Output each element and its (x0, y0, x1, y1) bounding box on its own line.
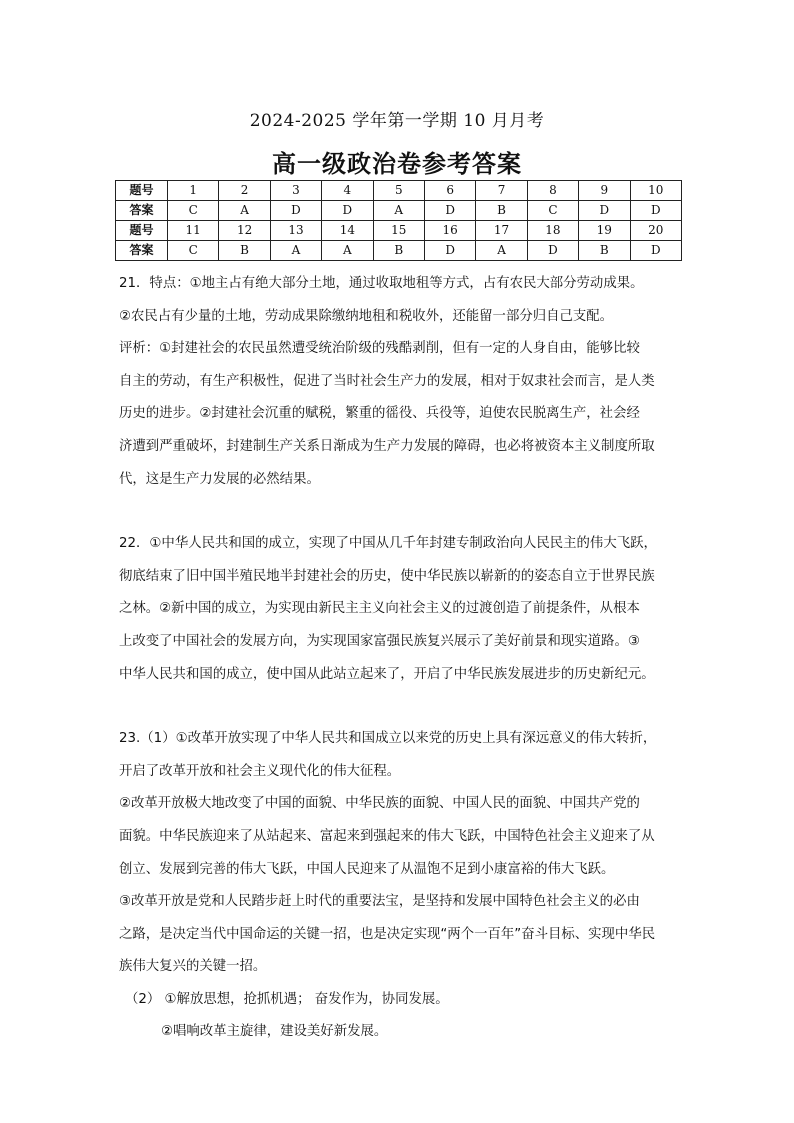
text-line: 创立、发展到完善的伟大飞跃，中国人民迎来了从温饱不足到小康富裕的伟大飞跃。 (119, 861, 615, 877)
table-cell: D (579, 201, 630, 221)
table-cell: 19 (579, 221, 630, 241)
table-cell: 10 (630, 181, 681, 201)
text-line: （2） ①解放思想，抢抓机遇； 奋发作为，协同发展。 (125, 991, 449, 1007)
table-cell: 14 (322, 221, 373, 241)
text-line: 23.（1）①改革开放实现了中华人民共和国成立以来党的历史上具有深远意义的伟大转折， (119, 731, 657, 747)
table-cell: 20 (630, 221, 681, 241)
table-cell: B (373, 241, 424, 261)
text-line: 族伟大复兴的关键一招。 (119, 959, 267, 975)
text-line: 历史的进步。②封建社会沉重的赋税，繁重的徭役、兵役等，迫使农民脱离生产，社会经 (119, 406, 640, 422)
table-cell: A (270, 241, 321, 261)
table-cell: A (476, 241, 527, 261)
text-line: 之路，是决定当代中国命运的关键一招，也是决定实现“两个一百年”奋斗目标、实现中华民 (119, 926, 656, 942)
table-cell: 15 (373, 221, 424, 241)
table-cell: D (424, 241, 475, 261)
table-row (116, 181, 682, 201)
table-cell: 17 (476, 221, 527, 241)
text-line: 之林。②新中国的成立，为实现由新民主主义向社会主义的过渡创造了前提条件，从根本 (119, 601, 640, 617)
table-cell: 6 (424, 181, 475, 201)
row-label: 答案 (116, 201, 168, 221)
table-cell: D (424, 201, 475, 221)
text-line: 上改变了中国社会的发展方向，为实现国家富强民族复兴展示了美好前景和现实道路。③ (119, 633, 640, 649)
table-cell: B (476, 201, 527, 221)
answer-key-title: 高一级政治卷参考答案 (272, 150, 522, 178)
text-line: 22．①中华人民共和国的成立，实现了中国从几千年封建专制政治向人民民主的伟大飞跃， (119, 536, 657, 552)
question-21-answer (119, 268, 689, 496)
table-cell: B (219, 241, 270, 261)
spacer (119, 496, 689, 528)
row-label: 答案 (116, 241, 168, 261)
table-cell: 11 (168, 221, 219, 241)
table-cell: C (168, 241, 219, 261)
table-cell: D (630, 201, 681, 221)
question-22-answer (119, 528, 689, 691)
table-cell: 1 (168, 181, 219, 201)
text-line: ②改革开放极大地改变了中国的面貌、中华民族的面貌、中国人民的面貌、中国共产党的 (119, 796, 640, 812)
text-line: 彻底结束了旧中国半殖民地半封建社会的历史，使中华民族以崭新的的姿态自立于世界民族 (119, 568, 655, 584)
text-line: 中华人民共和国的成立，使中国从此站立起来了，开启了中华民族发展进步的历史新纪元。 (119, 666, 655, 682)
text-line: 21．特点：①地主占有绝大部分土地，通过收取地租等方式，占有农民大部分劳动成果。 (119, 276, 644, 291)
table-cell: 8 (527, 181, 578, 201)
row-label: 题号 (116, 221, 168, 241)
table-cell: 9 (579, 181, 630, 201)
table-cell: 2 (219, 181, 270, 201)
table-cell: 12 (219, 221, 270, 241)
table-row (116, 241, 682, 261)
table-cell: 5 (373, 181, 424, 201)
text-line: 济遭到严重破坏，封建制生产关系日渐成为生产力发展的障碍，也必将被资本主义制度所取 (119, 438, 655, 454)
text-line: 面貌。中华民族迎来了从站起来、富起来到强起来的伟大飞跃，中国特色社会主义迎来了从 (119, 828, 655, 844)
table-cell: D (630, 241, 681, 261)
table-cell: C (527, 201, 578, 221)
question-23-answer (119, 723, 689, 1049)
spacer (119, 691, 689, 723)
text-line: ②农民占有少量的土地，劳动成果除缴纳地租和税收外，还能留一部分归自己支配。 (119, 308, 614, 324)
answer-body (119, 268, 689, 1049)
table-row (116, 201, 682, 221)
table-cell: 16 (424, 221, 475, 241)
text-line: ③改革开放是党和人民踏步赶上时代的重要法宝，是坚持和发展中国特色社会主义的必由 (119, 894, 640, 910)
table-cell: D (270, 201, 321, 221)
table-row (116, 221, 682, 241)
text-line: 开启了改革开放和社会主义现代化的伟大征程。 (119, 763, 401, 779)
table-cell: C (168, 201, 219, 221)
table-cell: B (579, 241, 630, 261)
text-line: 评析：①封建社会的农民虽然遭受统治阶级的残酷剥削，但有一定的人身自由，能够比较 (119, 341, 640, 357)
answer-table (115, 180, 682, 261)
row-label: 题号 (116, 181, 168, 201)
table-cell: 7 (476, 181, 527, 201)
table-cell: D (322, 201, 373, 221)
text-line: ②唱响改革主旋律，建设美好新发展。 (161, 1024, 388, 1040)
table-cell: A (219, 201, 270, 221)
exam-title: 2024-2025 学年第一学期 10 月月考 (249, 111, 545, 131)
text-line: 代，这是生产力发展的必然结果。 (119, 471, 320, 487)
table-cell: 13 (270, 221, 321, 241)
text-line: 自主的劳动，有生产积极性，促进了当时社会生产力的发展，相对于奴隶社会而言，是人类 (119, 373, 655, 389)
table-cell: A (322, 241, 373, 261)
table-cell: 18 (527, 221, 578, 241)
table-cell: D (527, 241, 578, 261)
table-cell: 3 (270, 181, 321, 201)
table-cell: 4 (322, 181, 373, 201)
table-cell: A (373, 201, 424, 221)
